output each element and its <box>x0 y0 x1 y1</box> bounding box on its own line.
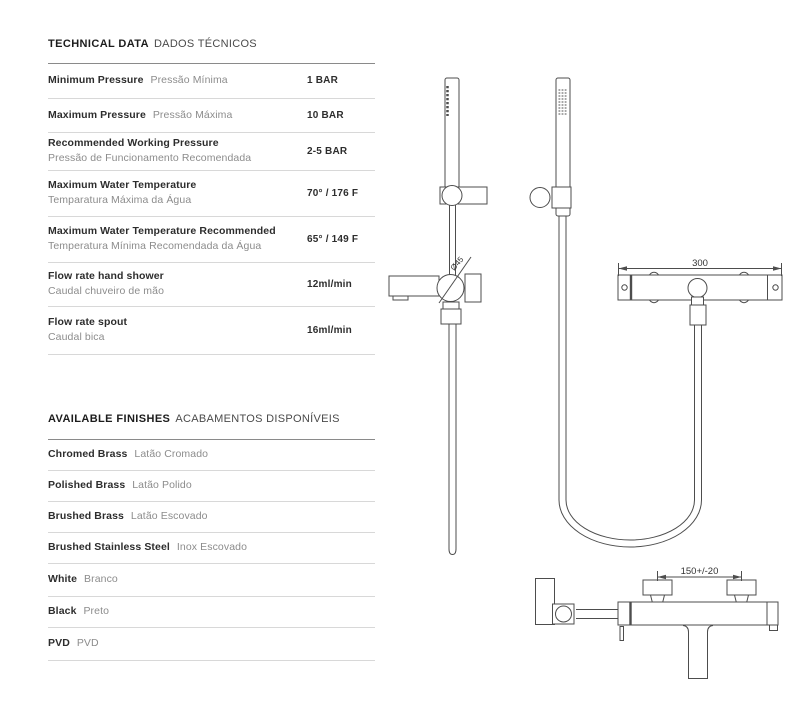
outlet-connector-lower <box>690 305 706 325</box>
available-finishes-title-en: AVAILABLE FINISHES <box>48 413 171 425</box>
inlet-distance-dimension <box>658 566 742 581</box>
dimension-arrow-left <box>658 575 667 579</box>
spec-label-en: Flow rate spout <box>48 316 128 329</box>
diverter-nub <box>770 625 778 631</box>
spout-aerator <box>393 296 408 300</box>
spec-label-pt: Pressão de Funcionamento Recomendada <box>48 152 252 164</box>
spec-label-en: Maximum Water Temperature Recommended <box>48 225 276 238</box>
spec-value: 70° / 176 F <box>307 187 359 199</box>
finish-label-en: Chromed Brass <box>48 448 128 461</box>
spout <box>389 276 439 296</box>
spec-value: 12ml/min <box>307 278 352 290</box>
side-knob <box>465 274 481 302</box>
drawing-shower-bar-top-view <box>618 258 782 325</box>
width-dimension <box>619 258 782 276</box>
drawing-shower-set-side-view <box>530 78 702 547</box>
width-dimension-label: 300 <box>692 258 708 269</box>
drawing-bath-mixer-front-view <box>536 566 779 679</box>
screw-hole-left <box>622 285 627 290</box>
spec-value: 16ml/min <box>307 324 352 336</box>
inlet-union-left <box>643 580 672 595</box>
finish-label-en: Polished Brass <box>48 479 126 492</box>
inlet-union-right <box>727 580 756 595</box>
hose-connector-upper <box>443 302 459 309</box>
outlet-connector-upper <box>692 297 704 305</box>
spec-label-en: Maximum Water Temperature <box>48 179 197 192</box>
drain-pin <box>620 627 624 641</box>
drawing-shower-set-front-view <box>389 78 487 555</box>
spec-value: 10 BAR <box>307 109 344 121</box>
wall-holder-knob <box>530 188 550 208</box>
shower-hose <box>449 324 456 555</box>
spec-label-pt: Temperatura Mínima Recomendada da Água <box>48 240 262 252</box>
dimension-arrow-left <box>619 266 628 271</box>
finish-label-pt: Latão Cromado <box>134 448 209 461</box>
spec-label-pt: Caudal chuveiro de mão <box>48 285 165 297</box>
hose-outlet-knob <box>688 279 707 298</box>
spec-value: 1 BAR <box>307 75 339 87</box>
mixer-body <box>618 602 767 625</box>
finish-label-pt: Inox Escovado <box>176 541 248 554</box>
finish-label-pt: Preto <box>83 605 110 618</box>
technical-data-title-en: TECHNICAL DATA <box>48 38 149 50</box>
hose-connector-lower <box>441 309 461 324</box>
spout-arm <box>576 610 618 619</box>
spec-label-pt: Pressão Máxima <box>152 108 233 121</box>
inlet-distance-label: 150+/-20 <box>680 566 719 577</box>
hand-shower-holder-side <box>536 579 555 625</box>
finish-label-en: Black <box>48 605 77 618</box>
finish-label-en: PVD <box>48 637 70 650</box>
spec-value: 2-5 BAR <box>307 145 348 157</box>
finish-label-en: White <box>48 573 78 586</box>
slider-knob <box>442 186 462 206</box>
tub-spout <box>683 626 713 679</box>
finish-label-en: Brushed Brass <box>48 510 124 523</box>
swivel-joint <box>556 606 572 622</box>
technical-data-title-pt: DADOS TÉCNICOS <box>153 38 257 50</box>
hose-inner-curve <box>566 216 695 540</box>
spec-value: 65° / 149 F <box>307 233 359 245</box>
finish-label-pt: Latão Polido <box>132 479 192 492</box>
spec-label-pt: Temparatura Máxima da Água <box>48 194 192 206</box>
finish-label-pt: Branco <box>84 573 118 586</box>
wall-holder-bracket <box>552 187 571 208</box>
hose-outer-curve <box>559 216 702 547</box>
finish-label-en: Brushed Stainless Steel <box>48 541 170 554</box>
spec-label-en: Recommended Working Pressure <box>48 137 219 150</box>
dimension-arrow-right <box>773 266 782 271</box>
diameter-annotation: Ø45 <box>448 254 466 273</box>
spec-label-pt: Pressão Mínima <box>150 74 228 87</box>
spec-label-pt: Caudal bica <box>48 331 105 343</box>
available-finishes-title-pt: ACABAMENTOS DISPONÍVEIS <box>175 413 340 425</box>
spec-label-en: Maximum Pressure <box>48 108 146 121</box>
dimension-arrow-right <box>733 575 742 579</box>
valve-body <box>437 275 464 302</box>
spec-label-en: Flow rate hand shower <box>48 270 164 283</box>
spec-label-en: Minimum Pressure <box>48 74 144 87</box>
mixer-end-cap <box>767 602 778 625</box>
screw-hole-right <box>773 285 778 290</box>
finish-label-pt: PVD <box>76 637 99 650</box>
finish-label-pt: Latão Escovado <box>130 510 208 523</box>
